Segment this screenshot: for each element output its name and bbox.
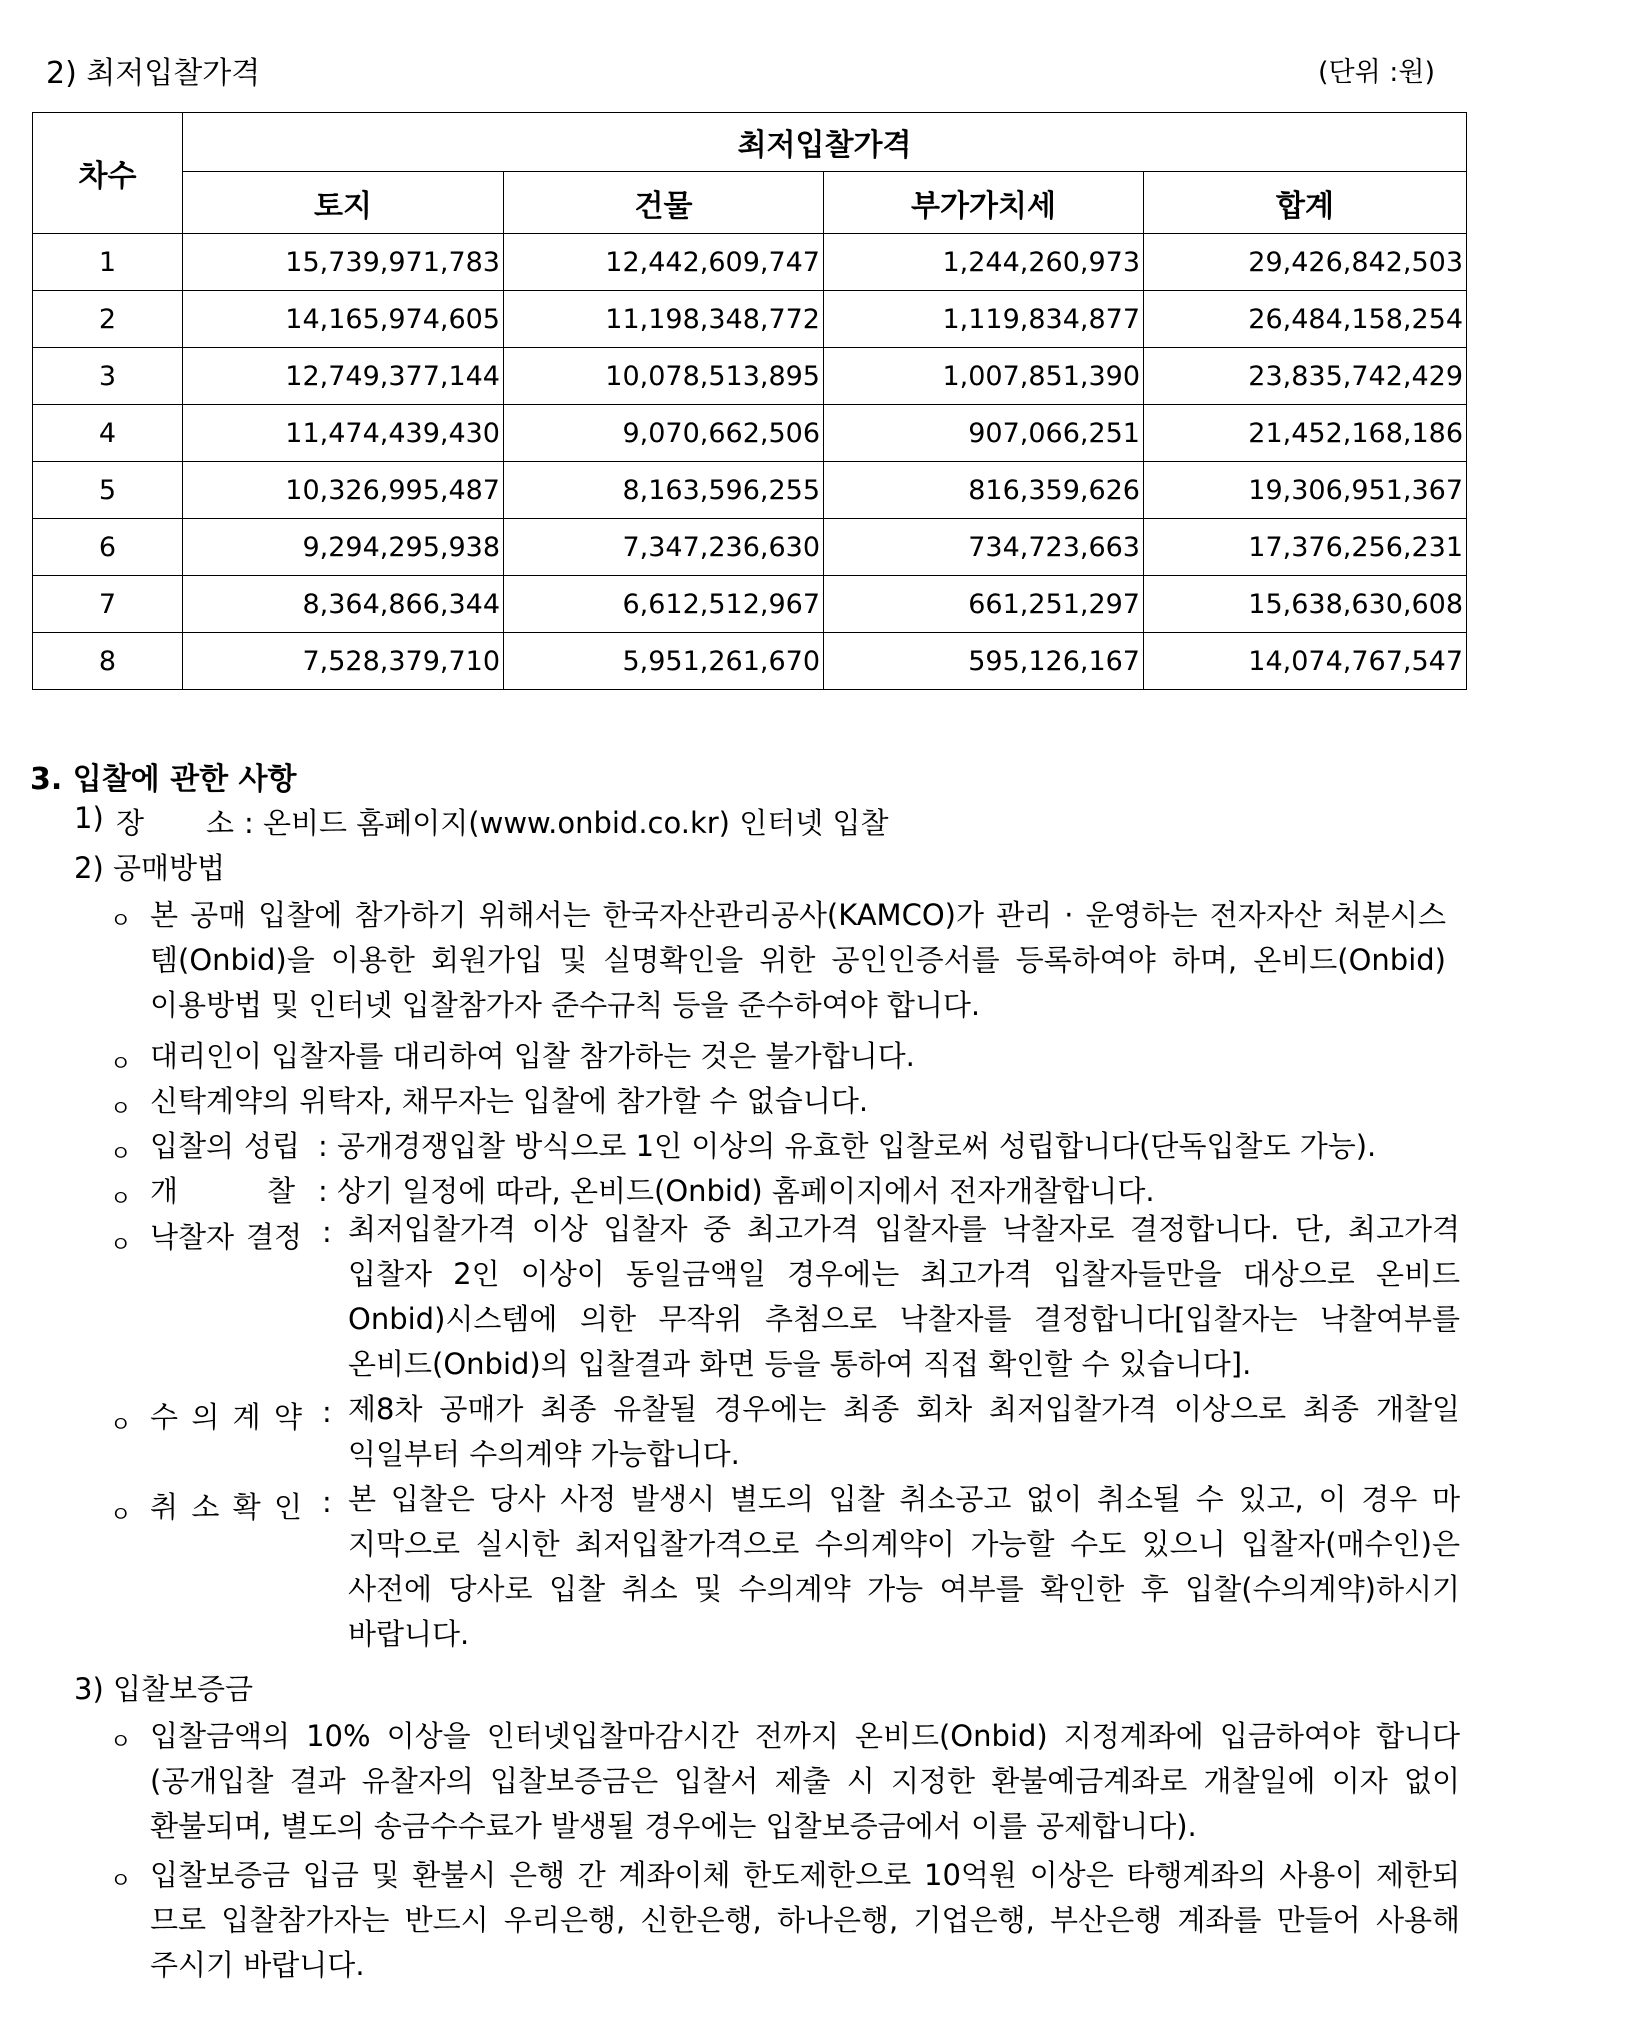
table-row	[33, 234, 1467, 291]
min-bid-price-table	[32, 112, 1467, 690]
establish-text: : 공개경쟁입찰 방식으로 1인 이상의 유효한 입찰로써 성립합니다(단독입찰도 가능).	[318, 1129, 1377, 1163]
total-cell: 15,638,630,608	[1144, 576, 1467, 633]
land-cell: 15,739,971,783	[183, 234, 504, 291]
text-line: 주시기 바랍니다.	[150, 1948, 365, 1982]
trust-exclusion-item: 신탁계약의 위탁자, 채무자는 입찰에 참가할 수 없습니다.	[150, 1084, 869, 1118]
bidding-section-title: 3. 입찰에 관한 사항	[30, 762, 297, 797]
text-line: 환불되며, 별도의 송금수수료가 발생될 경우에는 입찰보증금에서 이를 공제합니다).	[150, 1809, 1197, 1843]
total-cell: 29,426,842,503	[1144, 234, 1467, 291]
building-cell: 8,163,596,255	[504, 462, 824, 519]
vat-header: 부가가치세	[824, 172, 1144, 234]
text-line: (공개입찰 결과 유찰자의 입찰보증금은 입찰서 제출 시 지정한 환불예금계좌로 개찰일에 이자 없이	[150, 1764, 1460, 1798]
table-row	[33, 576, 1467, 633]
text-line: 템(Onbid)을 이용한 회원가입 및 실명확인을 위한 공인인증서를 등록하여야 하며, 온비드(Onbid)	[150, 943, 1446, 977]
building-header: 건물	[504, 172, 824, 234]
bullet-icon: ㅇ	[110, 1413, 132, 1438]
land-cell: 8,364,866,344	[183, 576, 504, 633]
round-cell: 6	[33, 519, 183, 576]
text-line: 지막으로 실시한 최저입찰가격으로 수의계약이 가능할 수도 있으니 입찰자(매수인)은	[348, 1527, 1460, 1561]
text-line: 제8차 공매가 최종 유찰될 경우에는 최종 회차 최저입찰가격 이상으로 최종 개찰일	[348, 1392, 1460, 1426]
min-price-group-header: 최저입찰가격	[183, 113, 1467, 172]
vat-cell: 595,126,167	[824, 633, 1144, 690]
round-cell: 4	[33, 405, 183, 462]
total-cell: 17,376,256,231	[1144, 519, 1467, 576]
agent-prohibition-item: 대리인이 입찰자를 대리하여 입찰 참가하는 것은 불가합니다.	[150, 1039, 915, 1073]
building-cell: 11,198,348,772	[504, 291, 824, 348]
place-text: : 온비드 홈페이지(www.onbid.co.kr) 인터넷 입찰	[244, 806, 889, 840]
bullet-icon: ㅇ	[110, 1730, 132, 1755]
bullet-icon: ㅇ	[110, 909, 132, 934]
text-line: 온비드(Onbid)의 입찰결과 화면 등을 통하여 직접 확인할 수 있습니다].	[348, 1347, 1252, 1381]
bullet-icon: ㅇ	[110, 1869, 132, 1894]
land-cell: 7,528,379,710	[183, 633, 504, 690]
vat-cell: 1,007,851,390	[824, 348, 1144, 405]
vat-cell: 1,119,834,877	[824, 291, 1144, 348]
opening-text: : 상기 일정에 따라, 온비드(Onbid) 홈페이지에서 전자개찰합니다.	[318, 1174, 1155, 1208]
round-cell: 1	[33, 234, 183, 291]
vat-cell: 661,251,297	[824, 576, 1144, 633]
deposit-paragraph-2	[150, 1853, 1460, 1988]
establish-label: 입찰의 성립	[150, 1129, 300, 1163]
vat-cell: 734,723,663	[824, 519, 1144, 576]
round-header: 차수	[33, 113, 183, 234]
deposit-heading: 3) 입찰보증금	[74, 1672, 254, 1706]
cancel-colon: :	[322, 1485, 332, 1519]
total-cell: 23,835,742,429	[1144, 348, 1467, 405]
private-contract-colon: :	[322, 1395, 332, 1429]
total-header: 합계	[1144, 172, 1467, 234]
land-cell: 12,749,377,144	[183, 348, 504, 405]
text-line: Onbid)시스템에 의한 무작위 추첨으로 낙찰자를 결정합니다[입찰자는 낙찰여부를	[348, 1302, 1460, 1336]
total-cell: 26,484,158,254	[1144, 291, 1467, 348]
text-line: 입찰자 2인 이상이 동일금액일 경우에는 최고가격 입찰자들만을 대상으로 온비드	[348, 1257, 1460, 1291]
total-cell: 21,452,168,186	[1144, 405, 1467, 462]
vat-cell: 1,244,260,973	[824, 234, 1144, 291]
text-line: 므로 입찰참가자는 반드시 우리은행, 신한은행, 하나은행, 기업은행, 부산은행 계좌를 만들어 사용해	[150, 1903, 1460, 1937]
land-cell: 11,474,439,430	[183, 405, 504, 462]
text-line: 사전에 당사로 입찰 취소 및 수의계약 가능 여부를 확인한 후 입찰(수의계약)하시기	[348, 1572, 1460, 1606]
table-row	[33, 291, 1467, 348]
method-heading: 2) 공매방법	[74, 851, 226, 885]
text-line: 입찰보증금 입금 및 환불시 은행 간 계좌이체 한도제한으로 10억원 이상은 타행계좌의 사용이 제한되	[150, 1858, 1460, 1892]
vat-cell: 816,359,626	[824, 462, 1144, 519]
deposit-paragraph-1	[150, 1714, 1460, 1849]
text-line: 입찰금액의 10% 이상을 인터넷입찰마감시간 전까지 온비드(Onbid) 지정계좌에 입금하여야 합니다	[150, 1719, 1460, 1753]
total-cell: 19,306,951,367	[1144, 462, 1467, 519]
table-row	[33, 462, 1467, 519]
place-number: 1)	[74, 801, 104, 835]
round-cell: 5	[33, 462, 183, 519]
unit-label: (단위 :원)	[1318, 57, 1435, 88]
building-cell: 5,951,261,670	[504, 633, 824, 690]
land-header: 토지	[183, 172, 504, 234]
building-cell: 9,070,662,506	[504, 405, 824, 462]
cancel-label: 취 소 확 인	[150, 1490, 302, 1524]
table-row	[33, 405, 1467, 462]
cancel-text	[348, 1477, 1460, 1657]
method-paragraph	[150, 893, 1446, 1028]
winner-label: 낙찰자 결정	[150, 1220, 302, 1254]
text-line: 이용방법 및 인터넷 입찰참가자 준수규칙 등을 준수하여야 합니다.	[150, 988, 981, 1022]
winner-colon: :	[322, 1215, 332, 1249]
bullet-icon: ㅇ	[110, 1052, 132, 1077]
bullet-icon: ㅇ	[110, 1187, 132, 1212]
table-row	[33, 519, 1467, 576]
round-cell: 7	[33, 576, 183, 633]
building-cell: 10,078,513,895	[504, 348, 824, 405]
private-contract-text	[348, 1387, 1460, 1477]
building-cell: 7,347,236,630	[504, 519, 824, 576]
building-cell: 6,612,512,967	[504, 576, 824, 633]
price-section-heading: 2) 최저입찰가격	[46, 56, 261, 91]
total-cell: 14,074,767,547	[1144, 633, 1467, 690]
bullet-icon: ㅇ	[110, 1142, 132, 1167]
opening-label: 개 찰	[150, 1174, 295, 1208]
private-contract-label: 수 의 계 약	[150, 1400, 302, 1434]
bullet-icon: ㅇ	[110, 1097, 132, 1122]
bullet-icon: ㅇ	[110, 1503, 132, 1528]
bullet-icon: ㅇ	[110, 1233, 132, 1258]
table-row	[33, 633, 1467, 690]
text-line: 익일부터 수의계약 가능합니다.	[348, 1437, 740, 1471]
round-cell: 2	[33, 291, 183, 348]
place-label: 장 소	[116, 806, 234, 840]
text-line: 최저입찰가격 이상 입찰자 중 최고가격 입찰자를 낙찰자로 결정합니다. 단, 최고가격	[348, 1212, 1460, 1246]
land-cell: 9,294,295,938	[183, 519, 504, 576]
text-line: 본 입찰은 당사 사정 발생시 별도의 입찰 취소공고 없이 취소될 수 있고, 이 경우 마	[348, 1482, 1460, 1516]
round-cell: 3	[33, 348, 183, 405]
land-cell: 14,165,974,605	[183, 291, 504, 348]
vat-cell: 907,066,251	[824, 405, 1144, 462]
winner-text	[348, 1207, 1460, 1387]
table-row	[33, 348, 1467, 405]
building-cell: 12,442,609,747	[504, 234, 824, 291]
land-cell: 10,326,995,487	[183, 462, 504, 519]
text-line: 본 공매 입찰에 참가하기 위해서는 한국자산관리공사(KAMCO)가 관리 · 운영하는 전자자산 처분시스	[150, 898, 1446, 932]
text-line: 바랍니다.	[348, 1617, 470, 1651]
round-cell: 8	[33, 633, 183, 690]
